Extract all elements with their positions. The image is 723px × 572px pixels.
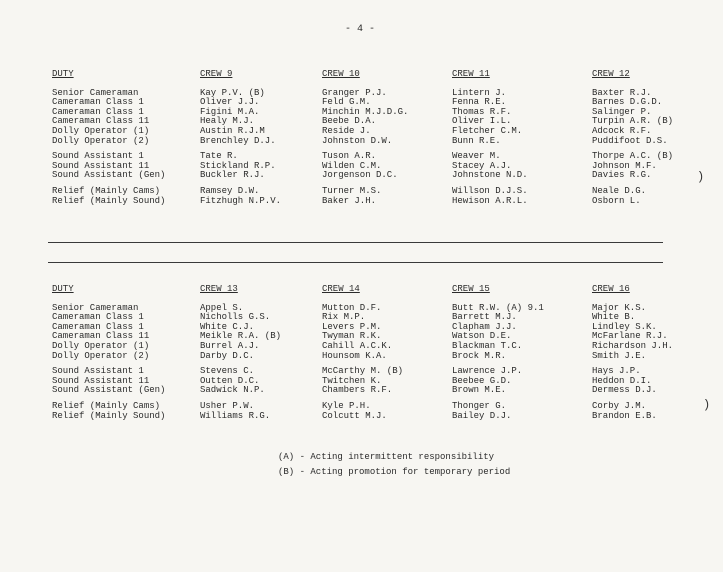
crew-column xyxy=(452,285,544,421)
duty-label: Sound Assistant 1 xyxy=(52,151,144,162)
footnote: (B) - Acting promotion for temporary period xyxy=(278,467,511,477)
crew-column xyxy=(322,70,408,206)
footnotes xyxy=(278,450,510,480)
duty-label: Sound Assistant 11 xyxy=(52,375,150,386)
crew-member: White C.J. xyxy=(200,321,255,332)
crew-member: Darby D.C. xyxy=(200,350,255,361)
crew-column xyxy=(322,285,403,421)
crew-header: CREW 10 xyxy=(322,69,360,79)
crew-member: Davies R.G. xyxy=(592,170,652,181)
duty-label: Cameraman Class 1 xyxy=(52,312,144,323)
crew-member: Willson D.J.S. xyxy=(452,185,528,196)
crew-member: Appel S. xyxy=(200,302,244,313)
crew-member: Kay P.V. (B) xyxy=(200,87,265,98)
crew-member: Austin R.J.M xyxy=(200,125,265,136)
crew-header: CREW 11 xyxy=(452,69,490,79)
crew-member: McFarlane R.J. xyxy=(592,331,668,342)
duty-label: Sound Assistant 1 xyxy=(52,366,144,377)
footnote: (A) - Acting intermittent responsibility xyxy=(278,452,495,462)
crew-member: Brandon E.B. xyxy=(592,410,657,421)
crew-member: Mutton D.F. xyxy=(322,302,382,313)
crew-member: Stickland R.P. xyxy=(200,160,276,171)
crew-member: Bailey D.J. xyxy=(452,410,512,421)
crew-member: Hounsom K.A. xyxy=(322,350,387,361)
crew-member: Thonger G. xyxy=(452,400,507,411)
crew-member: Beebee G.D. xyxy=(452,375,512,386)
crew-member: Oliver J.J. xyxy=(200,97,260,108)
crew-member: Outten D.C. xyxy=(200,375,260,386)
crew-column xyxy=(592,70,673,206)
crew-member: Richardson J.H. xyxy=(592,340,674,351)
crew-member: McCarthy M. (B) xyxy=(322,366,404,377)
margin-bracket: ) xyxy=(703,398,711,412)
duty-label: Dolly Operator (2) xyxy=(52,135,150,146)
crew-member: Meikle R.A. (B) xyxy=(200,331,282,342)
crew-member: Clapham J.J. xyxy=(452,321,517,332)
crew-member: Smith J.E. xyxy=(592,350,647,361)
crew-member: Beebe D.A. xyxy=(322,116,377,127)
divider-line xyxy=(48,262,663,263)
crew-member: Osborn L. xyxy=(592,195,641,206)
crew-column xyxy=(200,285,281,421)
duty-label: Cameraman Class 1 xyxy=(52,321,144,332)
crew-member: Adcock R.F. xyxy=(592,125,652,136)
crew-member: Heddon D.I. xyxy=(592,375,652,386)
crew-member: Chambers R.F. xyxy=(322,385,393,396)
crew-member: Fenna R.E. xyxy=(452,97,507,108)
crew-member: Jorgenson D.C. xyxy=(322,170,398,181)
crew-member: Brown M.E. xyxy=(452,385,507,396)
crew-member: Levers P.M. xyxy=(322,321,382,332)
crew-header: CREW 9 xyxy=(200,69,233,79)
crew-member: Blackman T.C. xyxy=(452,340,523,351)
crew-member: Watson D.E. xyxy=(452,331,512,342)
crew-member: Johnson M.F. xyxy=(592,160,657,171)
crew-member: Usher P.W. xyxy=(200,400,255,411)
crew-member: Salinger P. xyxy=(592,106,652,117)
duty-label: Relief (Mainly Sound) xyxy=(52,195,166,206)
crew-member: Neale D.G. xyxy=(592,185,647,196)
crew-member: Granger P.J. xyxy=(322,87,387,98)
crew-member: Brock M.R. xyxy=(452,350,507,361)
crew-member: Wilden C.M. xyxy=(322,160,382,171)
page-number: - 4 - xyxy=(345,24,376,35)
crew-member: Baxter R.J. xyxy=(592,87,652,98)
duty-label: Dolly Operator (2) xyxy=(52,350,150,361)
crew-member: Rix M.P. xyxy=(322,312,366,323)
crew-column xyxy=(452,70,528,206)
crew-header: CREW 12 xyxy=(592,69,630,79)
duty-label: Senior Cameraman xyxy=(52,87,139,98)
crew-member: Lawrence J.P. xyxy=(452,366,523,377)
crew-header: CREW 16 xyxy=(592,284,630,294)
duty-label: Relief (Mainly Cams) xyxy=(52,400,161,411)
crew-member: Williams R.G. xyxy=(200,410,271,421)
crew-member: Twitchen K. xyxy=(322,375,382,386)
duty-header: DUTY xyxy=(52,69,74,79)
crew-member: Barnes D.G.D. xyxy=(592,97,663,108)
duty-label: Relief (Mainly Cams) xyxy=(52,185,161,196)
crew-member: Turner M.S. xyxy=(322,185,382,196)
crew-member: Turpin A.R. (B) xyxy=(592,116,674,127)
crew-member: Minchin M.J.D.G. xyxy=(322,106,409,117)
crew-header: CREW 15 xyxy=(452,284,490,294)
duty-label: Senior Cameraman xyxy=(52,302,139,313)
duty-header: DUTY xyxy=(52,284,74,294)
crew-member: Fitzhugh N.P.V. xyxy=(200,195,282,206)
crew-member: Tate R. xyxy=(200,151,238,162)
crew-member: Thomas R.F. xyxy=(452,106,512,117)
crew-member: Johnston D.W. xyxy=(322,135,393,146)
crew-member: Oliver I.L. xyxy=(452,116,512,127)
duty-label: Cameraman Class 11 xyxy=(52,331,150,342)
crew-column xyxy=(200,70,281,206)
crew-member: Burrel A.J. xyxy=(200,340,260,351)
crew-member: Barrett M.J. xyxy=(452,312,517,323)
crew-member: Weaver M. xyxy=(452,151,501,162)
crew-member: Butt R.W. (A) 9.1 xyxy=(452,302,544,313)
crew-member: Thorpe A.C. (B) xyxy=(592,151,674,162)
crew-member: Figini M.A. xyxy=(200,106,260,117)
crew-member: Baker J.H. xyxy=(322,195,377,206)
crew-member: Twyman R.K. xyxy=(322,331,382,342)
divider-line xyxy=(48,242,663,243)
crew-member: Brenchley D.J. xyxy=(200,135,276,146)
crew-member: Johnstone N.D. xyxy=(452,170,528,181)
margin-bracket: ) xyxy=(697,170,705,184)
crew-member: Stevens C. xyxy=(200,366,255,377)
crew-member: Ramsey D.W. xyxy=(200,185,260,196)
crew-member: Feld G.M. xyxy=(322,97,371,108)
crew-member: Colcutt M.J. xyxy=(322,410,387,421)
duty-label: Dolly Operator (1) xyxy=(52,340,150,351)
duty-label: Dolly Operator (1) xyxy=(52,125,150,136)
crew-member: Corby J.M. xyxy=(592,400,647,411)
crew-member: Sadwick N.P. xyxy=(200,385,265,396)
duty-label: Relief (Mainly Sound) xyxy=(52,410,166,421)
duty-label: Sound Assistant 11 xyxy=(52,160,150,171)
crew-header: CREW 13 xyxy=(200,284,238,294)
duty-column-bottom xyxy=(52,285,165,421)
crew-member: Nicholls G.S. xyxy=(200,312,271,323)
crew-member: Reside J. xyxy=(322,125,371,136)
crew-member: Kyle P.H. xyxy=(322,400,371,411)
crew-member: Lindley S.K. xyxy=(592,321,657,332)
duty-label: Sound Assistant (Gen) xyxy=(52,170,166,181)
crew-member: Cahill A.C.K. xyxy=(322,340,393,351)
crew-member: White B. xyxy=(592,312,636,323)
crew-member: Puddifoot D.S. xyxy=(592,135,668,146)
crew-member: Fletcher C.M. xyxy=(452,125,523,136)
crew-member: Buckler R.J. xyxy=(200,170,265,181)
crew-member: Stacey A.J. xyxy=(452,160,512,171)
duty-label: Cameraman Class 1 xyxy=(52,97,144,108)
crew-column xyxy=(592,285,673,421)
duty-label: Sound Assistant (Gen) xyxy=(52,385,166,396)
duty-label: Cameraman Class 1 xyxy=(52,106,144,117)
crew-member: Dermess D.J. xyxy=(592,385,657,396)
crew-member: Hewison A.R.L. xyxy=(452,195,528,206)
duty-label: Cameraman Class 11 xyxy=(52,116,150,127)
crew-member: Bunn R.E. xyxy=(452,135,501,146)
crew-member: Hays J.P. xyxy=(592,366,641,377)
crew-member: Healy M.J. xyxy=(200,116,255,127)
crew-member: Lintern J. xyxy=(452,87,507,98)
crew-member: Tuson A.R. xyxy=(322,151,377,162)
crew-member: Major K.S. xyxy=(592,302,647,313)
crew-header: CREW 14 xyxy=(322,284,360,294)
duty-column-top xyxy=(52,70,165,206)
